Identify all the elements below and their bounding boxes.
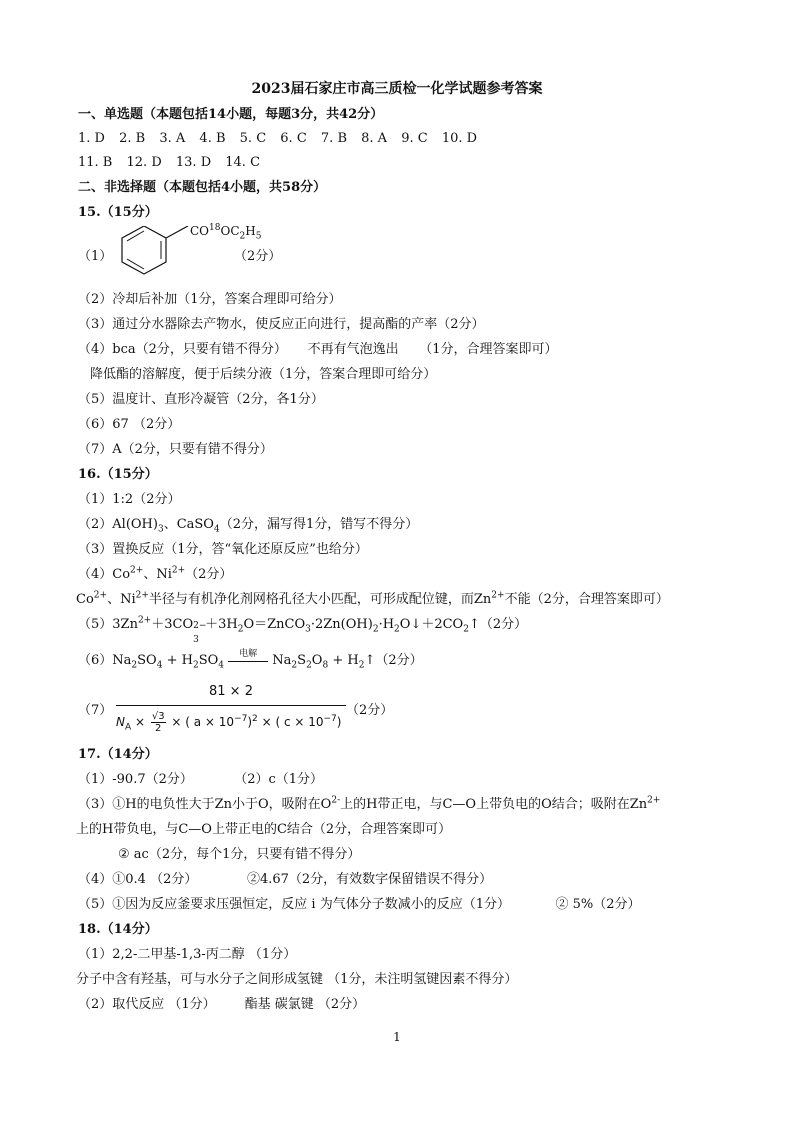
q18-p2: （2）取代反应 （1分） 酯基 碳氯键 （2分）	[78, 997, 366, 1012]
q16-p6-equation: $(6)Na_2SO_4 + H_2SO_4$ 电解 $Na_2S_2O_8$ + $H_2↑(2$分）	[78, 648, 423, 671]
mcq-row-1	[78, 130, 487, 148]
mcq-answer: 12. D	[126, 155, 162, 170]
q15-p1-label: （1）	[78, 249, 113, 264]
q16-p4-explanation: $Co^{2+}$、$Ni^{2+}$半径与有机净化剂网格孔径大小匹配，可形成配位键，而$Zn^{2+}$不能（2分，合理答案即可）	[76, 590, 669, 607]
q16-heading: 16.（15分）	[78, 467, 158, 482]
mcq-answer: 10. D	[441, 131, 478, 146]
mcq-answer: 4. B	[199, 131, 226, 146]
q17-p4: （4）①0.4 （2分） ②4.67（2分，有效数字保留错误不得分）	[78, 872, 493, 887]
q17-p1: （1）-90.7（2分） （2）c（1分）	[78, 772, 324, 787]
page-number: 1	[393, 1030, 401, 1044]
section2-heading: 二、非选择题（本题包括4小题，共58分）	[78, 180, 327, 195]
q18-heading: 18.（14分）	[78, 922, 158, 937]
fraction-numerator: 81 × 2	[209, 684, 253, 699]
q15-p5: （5）温度计、直形冷凝管（2分，各1分）	[78, 392, 324, 407]
mcq-answer: 9. C	[401, 131, 428, 146]
page-title: 2023届石家庄市高三质检一化学试题参考答案	[251, 81, 543, 97]
q17-heading: 17.（14分）	[78, 747, 158, 762]
q16-p7-label: （7）	[78, 703, 113, 718]
q15-p7: （7）A（2分，只要有错不得分）	[78, 442, 273, 457]
mcq-answer: 3. A	[159, 131, 186, 146]
q17-p3-part2: ② ac（2分，每个1分，只要有错不得分）	[118, 847, 361, 862]
density-fraction	[116, 684, 346, 744]
q15-ester-formula: $CO^{18}OC_2H_5$	[190, 223, 262, 242]
q16-p2: $(2)Al(OH)_3$、CaSO$_4$（2分，漏写得1分，错写不得分）	[78, 517, 419, 535]
q17-p3: （3）①H的电负性大于Zn小于O，吸附在$O^{2-}$上的H带正电，与C—O上带负电的O结合；吸附在$Zn^{2+}$	[78, 795, 661, 812]
q15-p3: （3）通过分水器除去产物水，使反应正向进行，提高酯的产率（2分）	[78, 317, 485, 332]
q17-p5: （5）①因为反应釜要求压强恒定，反应 i 为气体分子数减小的反应（1分） ② 5%（2分）	[78, 897, 641, 912]
q18-p1: （1）2,2-二甲基-1,3-丙二醇 （1分）	[78, 947, 297, 962]
mcq-answer: 1. D	[78, 131, 105, 146]
mcq-answer: 7. B	[320, 131, 347, 146]
q15-heading: 15.（15分）	[78, 205, 158, 220]
mcq-answer: 8. A	[361, 131, 388, 146]
q17-p3-cont: 上的H带负电，与C—O上带正电的C结合（2分，合理答案即可）	[76, 822, 452, 837]
q16-p5-equation: $(5)3Zn^{2+}+3CO$ 2− 3 $+3H_2O=ZnCO_3\cdot 2Zn(OH)_2\cdot H_2O↓+2CO_2↑(2$分）	[78, 615, 528, 645]
mcq-answer: 5. C	[239, 131, 267, 146]
q15-p2: （2）冷却后补加（1分，答案合理即可给分）	[78, 292, 342, 307]
q15-p4: （4）bca（2分，只要有错不得分） 不再有气泡逸出 （1分，合理答案即可）	[78, 342, 558, 357]
mcq-answer: 14. C	[225, 155, 261, 170]
q15-p1-score: （2分）	[234, 249, 282, 264]
q15-p4-cont: 降低酯的溶解度，便于后续分液（1分，答案合理即可给分）	[90, 367, 437, 382]
mcq-answer: 13. D	[175, 155, 212, 170]
mcq-answer: 11. B	[78, 155, 113, 170]
section1-heading: 一、单选题（本题包括14小题，每题3分，共42分）	[78, 107, 384, 122]
mcq-answer: 6. C	[280, 131, 307, 146]
mcq-answer: 2. B	[119, 131, 146, 146]
electrolysis-arrow: 电解	[228, 654, 268, 668]
q16-p1: （1）1:2（2分）	[78, 492, 181, 507]
q16-p7-score: （2分）	[346, 703, 394, 718]
mcq-row-2	[78, 154, 270, 172]
q16-p4: $(4)Co^{2+}$、$Ni^{2+}(2$分）	[78, 565, 233, 582]
q18-p1-cont: 分子中含有羟基，可与水分子之间形成氢键 （1分，未注明氢键因素不得分）	[76, 972, 518, 987]
q16-p3: （3）置换反应（1分，答“氧化还原反应”也给分）	[78, 542, 368, 557]
fraction-denominator: $N_A$ × $\frac{√3}{2}$ × ( $a \times 10^{-7})^2$ × ( $c \times 10^{-7}$)	[116, 711, 342, 734]
q15-p6: （6）67 （2分）	[78, 417, 181, 432]
